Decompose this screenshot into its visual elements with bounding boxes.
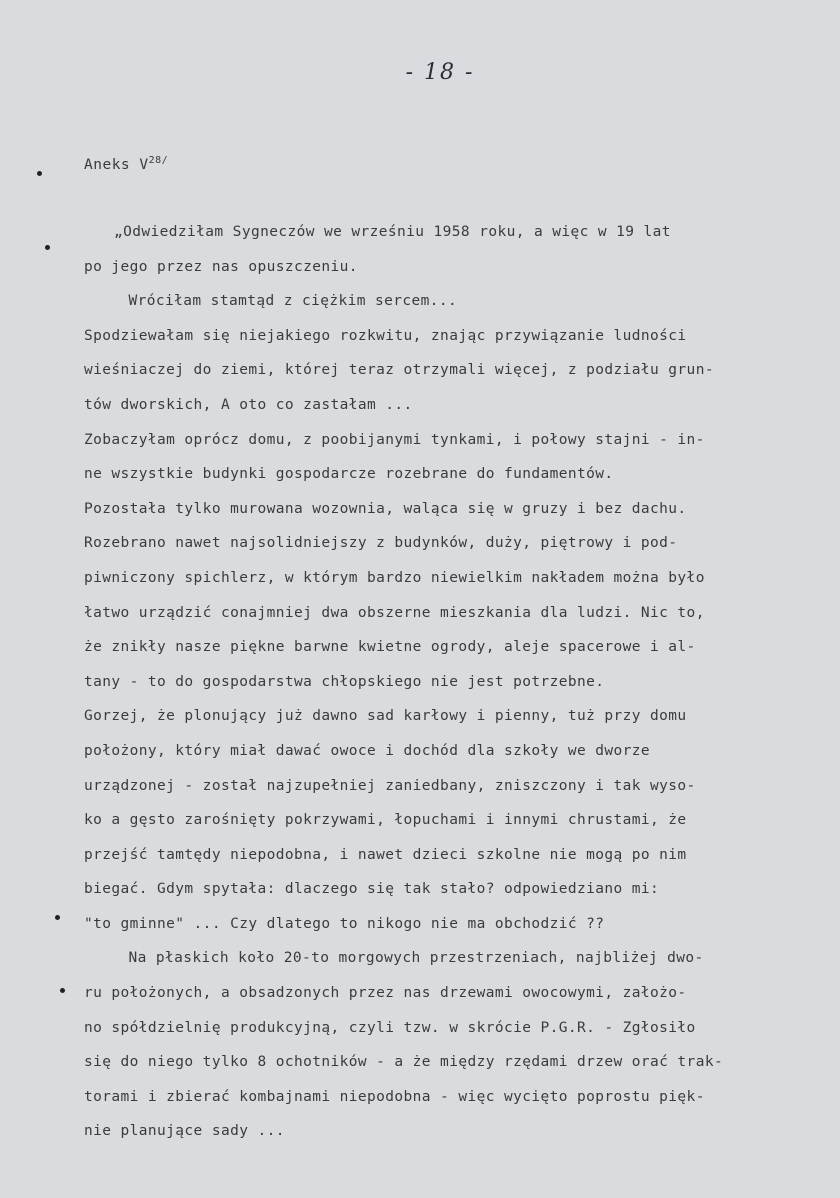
text-line: nie planujące sady ... — [84, 1123, 285, 1140]
text-line: ko a gęsto zarośnięty pokrzywami, łopuchami i innymi chrustami, że — [84, 812, 687, 829]
text-line: „Odwiedziłam Sygneczów we wrześniu 1958 roku, a więc w 19 lat — [114, 224, 671, 240]
annex-heading — [84, 155, 168, 173]
text-line: Wróciłam stamtąd z ciężkim sercem... — [92, 293, 458, 310]
text-line: ru położonych, a obsadzonych przez nas drzewami owocowymi, założo- — [84, 985, 687, 1002]
text-line: łatwo urządzić conajmniej dwa obszerne mieszkania dla ludzi. Nic to, — [84, 604, 705, 621]
text-line: tów dworskich, A oto co zastałam ... — [84, 396, 413, 413]
text-line: biegać. Gdym spytała: dlaczego się tak stało? odpowiedziano mi: — [84, 881, 660, 898]
text-line: że znikły nasze piękne barwne kwietne ogrody, aleje spacerowe i al- — [84, 639, 696, 656]
text-line: no spółdzielnię produkcyjną, czyli tzw. w skrócie P.G.R. - Zgłosiło — [84, 1019, 696, 1036]
text-line: Rozebrano nawet najsolidniejszy z budynków, duży, piętrowy i pod- — [84, 535, 678, 552]
text-line: tany - to do gospodarstwa chłopskiego nie jest potrzebne. — [84, 673, 605, 690]
text-line: wieśniaczej do ziemi, której teraz otrzymali więcej, z podziału grun- — [84, 362, 714, 379]
text-line: położony, który miał dawać owoce i dochód dla szkoły we dworze — [84, 742, 651, 759]
page-number: - 18 - — [405, 60, 475, 85]
footnote-marker: 28/ — [148, 155, 169, 166]
text-line: Spodziewałam się niejakiego rozkwitu, znając przywiązanie ludności — [84, 327, 687, 344]
text-line: Zobaczyłam oprócz domu, z poobijanymi tynkami, i połowy stajni - in- — [84, 431, 705, 448]
text-line: Gorzej, że plonujący już dawno sad karłowy i pienny, tuż przy domu — [84, 708, 687, 725]
text-line: przejść tamtędy niepodobna, i nawet dzieci szkolne nie mogą po nim — [84, 846, 687, 863]
text-line: urządzonej - został najzupełniej zaniedbany, zniszczony i tak wyso- — [84, 777, 696, 794]
text-line: ne wszystkie budynki gospodarcze rozebrane do fundamentów. — [84, 466, 614, 483]
margin-mark — [37, 171, 42, 176]
margin-mark — [45, 245, 50, 250]
text-line: "to gminne" ... Czy dlatego to nikogo nie ma obchodzić ?? — [84, 915, 605, 932]
text-line: piwniczony spichlerz, w którym bardzo niewielkim nakładem można było — [84, 569, 705, 586]
margin-mark — [60, 988, 65, 993]
annex-heading-text: Aneks V — [84, 156, 149, 173]
margin-mark — [55, 915, 60, 920]
document-body — [84, 220, 784, 1154]
text-line: Pozostała tylko murowana wozownia, waląca się w gruzy i bez dachu. — [84, 500, 687, 517]
text-line: torami i zbierać kombajnami niepodobna - więc wycięto poprostu pięk- — [84, 1088, 705, 1105]
text-line: Na płaskich koło 20-to morgowych przestrzeniach, najbliżej dwo- — [92, 950, 704, 967]
text-line: się do niego tylko 8 ochotników - a że między rzędami drzew orać trak- — [84, 1054, 724, 1071]
text-line: po jego przez nas opuszczeniu. — [84, 258, 358, 275]
